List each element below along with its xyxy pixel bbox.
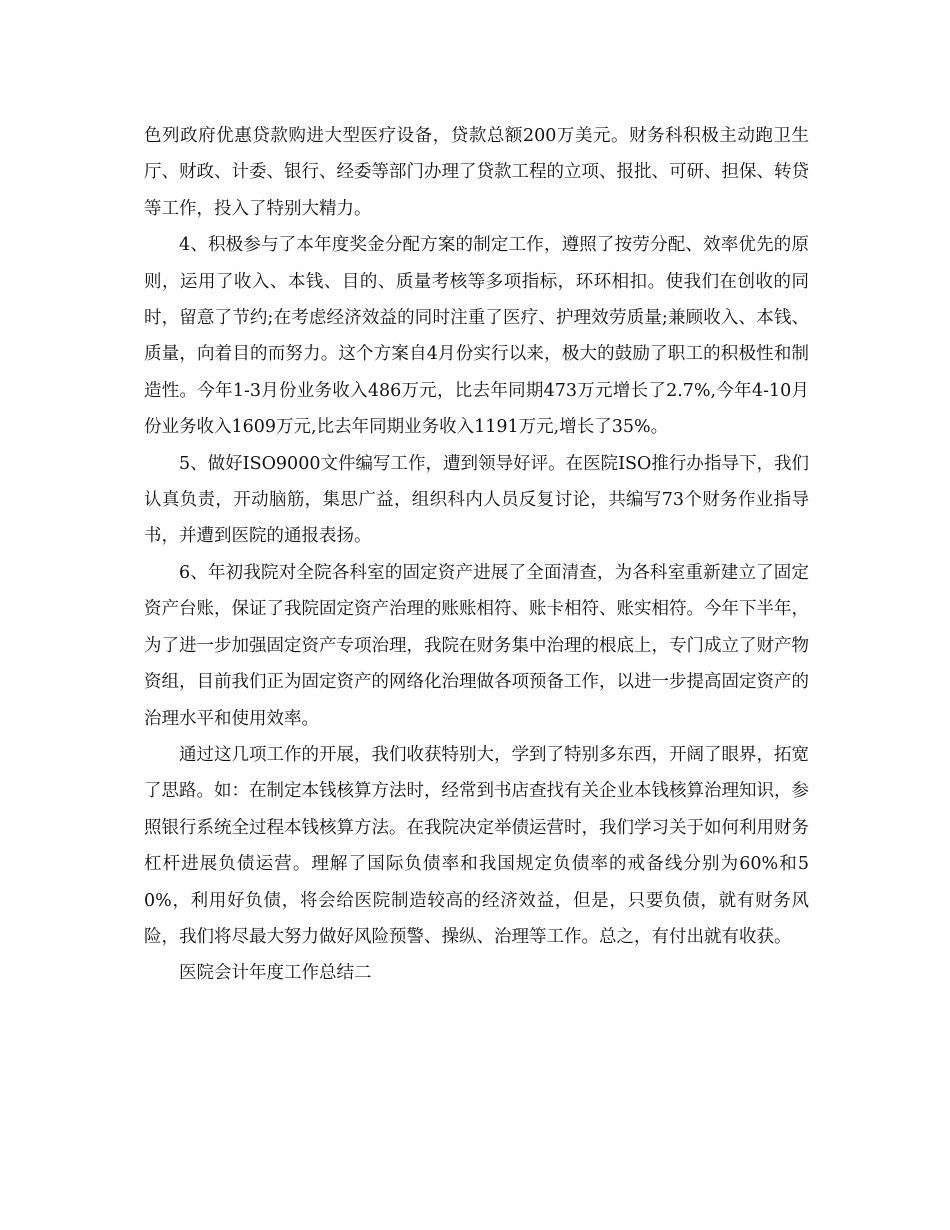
section-heading: 医院会计年度工作总结二 (179, 963, 372, 984)
paragraph-item-6: 6、年初我院对全院各科室的固定资产进展了全面清查，为各科室重新建立了固定资产台账，保证了我院固定资产治理的账账相符、账卡相符、账实相符。今年下半年，为了进一步加强固定资产专项治理，我院在财务集中治理的根底上，专门成立了财产物资组，目前我们正为固定资产的网络化治理做各项预备工作，以进一步提高固定资产的治理水平和使用效率。 (144, 562, 809, 729)
paragraph-summary: 通过这几项工作的开展，我们收获特别大，学到了特别多东西，开阔了眼界，拓宽了思路。如：在制定本钱核算方法时，经常到书店查找有关企业本钱核算治理知识，参照银行系统全过程本钱核算方法。在我院决定举债运营时，我们学习关于如何利用财务杠杆进展负债运营。理解了国际负债率和我国规定负债率的戒备线分别为60%和50%，利用好负债，将会给医院制造较高的经济效益，但是，只要负债，就有财务风险，我们将尽最大努力做好风险预警、操纵、治理等工作。总之，有付出就有收获。 (144, 744, 809, 947)
paragraph-continuation: 色列政府优惠贷款购进大型医疗设备，贷款总额200万美元。财务科积极主动跑卫生厅、财政、计委、银行、经委等部门办理了贷款工程的立项、报批、可研、担保、转贷等工作，投入了特别大精力。 (144, 126, 809, 219)
paragraph-item-4: 4、积极参与了本年度奖金分配方案的制定工作，遵照了按劳分配、效率优先的原则，运用了收入、本钱、目的、质量考核等多项指标，环环相扣。使我们在创收的同时，留意了节约;在考虑经济效益的同时注重了医疗、护理效劳质量;兼顾收入、本钱、质量，向着目的而努力。这个方案自4月份实行以来，极大的鼓励了职工的积极性和制造性。今年1-3月份业务收入486万元，比去年同期473万元增长了2.7%,今年4-10月份业务收入1609万元,比去年同期业务收入1191万元,增长了35%。 (144, 235, 809, 438)
document-page (144, 118, 809, 992)
paragraph-item-5: 5、做好ISO9000文件编写工作，遭到领导好评。在医院ISO推行办指导下，我们认真负责，开动脑筋，集思广益，组织科内人员反复讨论，共编写73个财务作业指导书，并遭到医院的通报表扬。 (144, 453, 809, 547)
